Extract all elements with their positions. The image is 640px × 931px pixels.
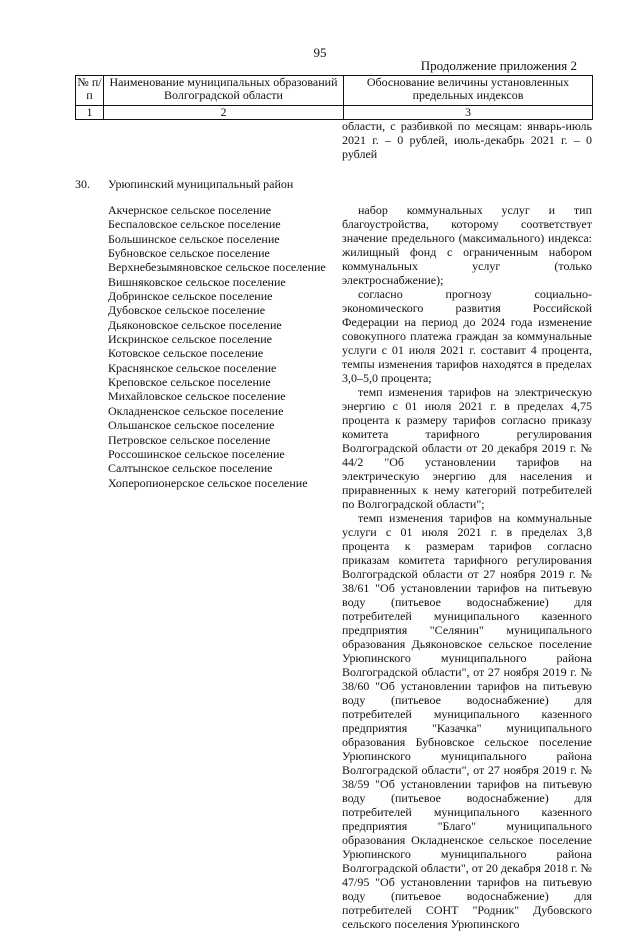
settlement-item: Вишняковское сельское поселение <box>108 274 286 289</box>
settlement-item: Добринское сельское поселение <box>108 289 273 304</box>
column-index-2: 2 <box>104 106 344 120</box>
settlement-item: Искринское сельское поселение <box>108 332 272 347</box>
settlement-item: Петровское сельское поселение <box>108 432 271 447</box>
table-header <box>75 75 593 120</box>
settlement-item: Беспаловское сельское поселение <box>108 217 281 232</box>
basis-paragraph: набор коммунальных услуг и тип благоустройства, которому соответствует значение предельного (максимального) индекса: жилищный фонд с ограниченным набором коммунальных услуг (только электроснабжение); <box>342 203 592 287</box>
settlement-item: Дьяконовское сельское поселение <box>108 317 282 332</box>
row-number: 30. <box>75 177 90 191</box>
settlement-item: Ольшанское сельское поселение <box>108 418 275 433</box>
settlement-item: Хоперопионерское сельское поселение <box>108 475 308 490</box>
settlement-item: Котовское сельское поселение <box>108 346 264 361</box>
basis-text <box>342 203 592 931</box>
district-name: Урюпинский муниципальный район <box>108 177 294 191</box>
settlement-item: Салтынское сельское поселение <box>108 461 273 476</box>
header-col-basis: Обоснование величины установленных предельных индексов <box>344 76 593 106</box>
settlement-item: Большинское сельское поселение <box>108 231 280 246</box>
settlement-list <box>108 203 326 490</box>
continuation-title: Продолжение приложения 2 <box>420 58 577 73</box>
column-index-3: 3 <box>344 106 593 120</box>
basis-paragraph: согласно прогнозу социально-экономического развития Российской Федерации на период до 2024 года изменение совокупного платежа граждан за коммунальные услуги с 01 июля 2021 г. составит 4 процента, темпы изменения тарифов находятся в пределах 3,0–5,0 процента; <box>342 287 592 385</box>
settlement-item: Верхнебезымяновское сельское поселение <box>108 260 326 275</box>
settlement-item: Россошинское сельское поселение <box>108 446 285 461</box>
basis-paragraph: темп изменения тарифов на коммунальные услуги с 01 июля 2021 г. в пределах 3,8 процента к размерам тарифов согласно приказам комитета тарифного регулирования Волгоградской области от 27 ноября 2019 г. № 38/61 "Об установлении тарифов на питьевую воду (питьевое водоснабжение) для потребителей муниципального казенного предприятия "Селянин" муниципального образования Дьяконовское сельское поселение Урюпинского муниципального района Волгоградской области", от 27 ноября 2019 г. № 38/60 "Об установлении тарифов на питьевую воду (питьевое водоснабжение) для потребителей муниципального казенного предприятия "Казачка" муниципального образования Бубновское сельское поселение Урюпинского муниципального района Волгоградской области", от 27 ноября 2019 г. № 38/59 "Об установлении тарифов на питьевую воду (питьевое водоснабжение) для потребителей муниципального казенного предприятия "Благо" муниципального образования Окладненское сельское поселение Урюпинского муниципального района Волгоградской области", от 20 декабря 2018 г. № 47/95 "Об установлении тарифов на питьевую воду (питьевое водоснабжение) для потребителей СОНТ "Родник" Дубовского сельского поселения Урюпинского <box>342 511 592 931</box>
carryover-text: области, с разбивкой по месяцам: январь-июль 2021 г. – 0 рублей, июль-декабрь 2021 г. – 0 рублей <box>342 119 592 161</box>
header-col-number: № п/п <box>76 76 104 106</box>
page-number: 95 <box>313 45 327 60</box>
settlement-item: Окладненское сельское поселение <box>108 403 284 418</box>
settlement-item: Бубновское сельское поселение <box>108 246 270 261</box>
settlement-item: Краснянское сельское поселение <box>108 360 277 375</box>
settlement-item: Креповское сельское поселение <box>108 375 271 390</box>
header-col-municipality: Наименование муниципальных образований Волгоградской области <box>104 76 344 106</box>
column-index-1: 1 <box>76 106 104 120</box>
settlement-item: Дубовское сельское поселение <box>108 303 266 318</box>
settlement-item: Акчернское сельское поселение <box>108 203 272 217</box>
basis-paragraph: темп изменения тарифов на электрическую энергию с 01 июля 2021 г. в пределах 4,75 процента к размеру тарифов согласно приказу комитета тарифного регулирования Волгоградской области от 20 декабря 2019 г. № 44/2 "Об установлении тарифов на электрическую энергию для населения и приравненных к нему категорий потребителей по Волгоградской области"; <box>342 385 592 511</box>
settlement-item: Михайловское сельское поселение <box>108 389 286 404</box>
